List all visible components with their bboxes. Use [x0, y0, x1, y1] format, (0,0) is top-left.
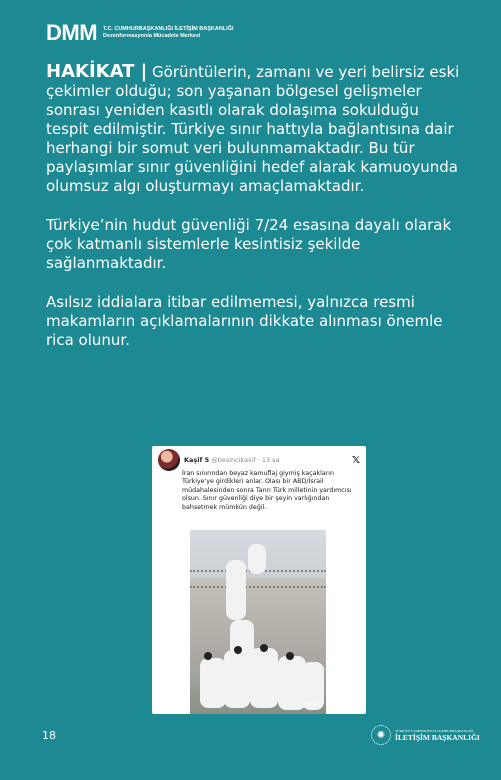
tweet-text: İran sınırından beyaz kamuflaj giymiş kaçakların Türkiye'ye girdikleri anlar. Olası bir ABD/İsrail müdahalesinden sonra Tanrı Türk milletinin yardımcısı olsun. Sınır güvenliği diye bir şeyin varlığından bahsetmek mümkün değil.	[182, 470, 352, 511]
tweet-header	[152, 446, 366, 470]
figure-shape	[200, 658, 226, 708]
tweet-media-image	[190, 530, 326, 714]
org-title	[103, 26, 233, 40]
dmm-logo-text: DMM	[46, 20, 98, 45]
figure-shape	[248, 544, 266, 574]
tweet-display-name: Kaşif 5	[184, 456, 210, 464]
paragraph-hakikat	[46, 62, 466, 196]
head-shape	[260, 644, 268, 652]
figure-shape	[224, 650, 250, 708]
dmm-logo	[46, 20, 97, 46]
footer-org-small: TÜRKİYE CUMHURİYETİ CUMHURBAŞKANLIĞI	[395, 728, 474, 733]
hakikat-label: HAKİKAT |	[46, 61, 148, 82]
org-line-2: Dezenformasyonla Mücadele Merkezi	[103, 33, 201, 39]
iletisim-rosette-icon: ✺	[371, 725, 391, 745]
head-shape	[234, 646, 242, 654]
footer-org-large: İLETİŞİM BAŞKANLIĞI	[395, 732, 480, 742]
avatar	[158, 449, 180, 471]
tweet-screenshot	[152, 446, 366, 714]
tweet-handle: @besincikasif · 13 sa	[211, 456, 280, 464]
paragraph-3: Asılsız iddialara itibar edilmemesi, yalnızca resmi makamların açıklamalarının dikkate alınması önemle rica olunur.	[46, 293, 443, 349]
tweet-user	[184, 456, 280, 464]
paragraph-1-text: Görüntülerin, zamanı ve yeri belirsiz eski çekimler olduğu; son yaşanan bölgesel gelişmeler sonrası yeniden kasıtlı olarak dolaşıma sokulduğu tespit edilmiştir. Türkiye sınır hattıyla bağlantısına dair herhangi bir somut veri bulunmamaktadır. Bu tür paylaşımlar sınır güvenliğini hedef alarak kamuoyunda olumsuz algı oluşturmayı amaçlamaktadır.	[46, 63, 460, 195]
main-content	[46, 62, 466, 370]
page-number: 18	[42, 729, 56, 742]
figure-shape	[226, 560, 246, 620]
footer-logo	[371, 725, 480, 745]
footer-org	[395, 729, 480, 742]
paragraph-2: Türkiye’nin hudut güvenliği 7/24 esasına dayalı olarak çok katmanlı sistemlerle kesintisiz şekilde sağlanmaktadır.	[46, 216, 452, 272]
head-shape	[286, 652, 294, 660]
header	[46, 20, 234, 46]
tiktok-watermark: TikTok	[304, 702, 320, 708]
figure-shape	[250, 648, 278, 708]
org-line-1: T.C. CUMHURBAŞKANLIĞI İLETİŞİM BAŞKANLIĞI	[103, 26, 234, 32]
head-shape	[204, 652, 212, 660]
x-logo-icon: 𝕏	[351, 454, 360, 466]
